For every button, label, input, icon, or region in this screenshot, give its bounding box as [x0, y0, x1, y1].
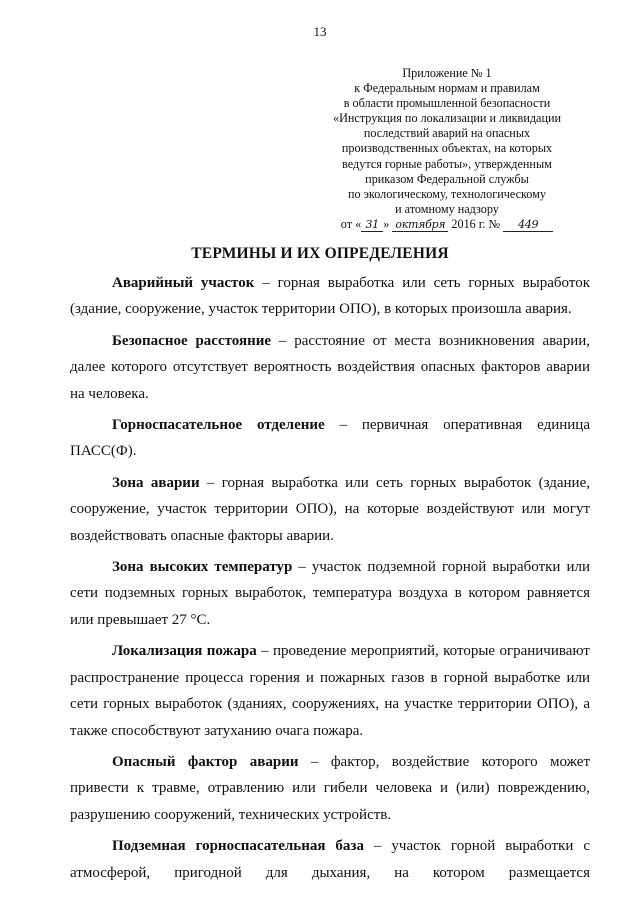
appendix-line: и атомному надзору	[395, 201, 499, 216]
definition-paragraph	[70, 749, 590, 828]
definition-paragraph	[70, 270, 590, 323]
appendix-line: «Инструкция по локализации и ликвидации	[332, 111, 562, 126]
appendix-line: приказом Федеральной службы	[365, 171, 529, 186]
definition-text: – участок горной выработки с атмосферой, пригодной для дыхания, на котором размещается	[70, 838, 590, 881]
date-prefix: от «	[340, 216, 362, 231]
definition-term: Горноспасательное отделение	[112, 417, 325, 434]
appendix-line: последствий аварий на опасных	[363, 126, 531, 141]
definition-paragraph	[70, 412, 590, 465]
definition-text: – горная выработка или сеть горных выработок (здание, сооружение, участок территории ОПО), на которые воздействуют или могут воздействовать опасные факторы аварии.	[70, 474, 590, 544]
handwritten-day: 31	[361, 219, 383, 232]
section-title: ТЕРМИНЫ И ИХ ОПРЕДЕЛЕНИЯ	[191, 245, 449, 262]
definition-term: Зона аварии	[112, 474, 200, 491]
date-mid: »	[383, 216, 390, 231]
definition-term: Аварийный участок	[112, 275, 255, 291]
definition-text: – проведение мероприятий, которые ограничивают распространение процесса горения и пожарных газов в горной выработке или сети горных выработок (зданиях, сооружениях, на участке территории ОПО), а также способствуют затуханию очага пожара.	[70, 643, 590, 739]
year-text: 2016 г. №	[451, 216, 501, 231]
definition-term: Зона высоких температур	[112, 559, 293, 576]
definition-paragraph	[70, 833, 590, 886]
appendix-line: производственных объектах, на которых	[341, 141, 553, 156]
definitions-list	[70, 270, 590, 891]
definition-text: – первичная оперативная единица ПАСС(Ф).	[70, 417, 590, 460]
appendix-line: по экологическому, технологическому	[348, 186, 546, 201]
definition-text: – горная выработка или сеть горных выработок (здание, сооружение, участок территории ОПО), в которых произошла авария.	[70, 275, 590, 318]
appendix-line: ведутся горные работы», утвержденным	[342, 156, 552, 171]
page-number: 13	[313, 24, 327, 39]
definition-term: Подземная горноспасательная база	[112, 838, 364, 855]
definition-text: – участок подземной горной выработки или сети подземных горных выработок, температура воздуха в котором равняется или превышает 27 °С.	[70, 559, 590, 628]
definition-text: – фактор, воздействие которого может привести к травме, отравлению или гибели человека и (или) повреждению, разрушению сооружений, технических устройств.	[70, 753, 590, 823]
definition-paragraph	[70, 638, 590, 744]
appendix-date-line	[316, 217, 578, 232]
appendix-line: в области промышленной безопасности	[343, 96, 551, 111]
definition-paragraph	[70, 328, 590, 407]
definition-term: Опасный фактор аварии	[112, 753, 299, 770]
definition-term: Безопасное расстояние	[112, 332, 272, 349]
definition-term: Локализация пожара	[112, 643, 257, 660]
definition-paragraph	[70, 554, 590, 633]
appendix-line: Приложение № 1	[402, 66, 492, 80]
definition-text: – расстояние от места возникновения аварии, далее которого отсутствует вероятность воздействия опасных факторов аварии на человека.	[70, 332, 590, 402]
appendix-line: к Федеральным нормам и правилам	[354, 81, 540, 96]
handwritten-order-number: 449	[503, 219, 553, 232]
appendix-header	[316, 66, 578, 232]
handwritten-month: октября	[392, 219, 448, 232]
definition-paragraph	[70, 470, 590, 549]
